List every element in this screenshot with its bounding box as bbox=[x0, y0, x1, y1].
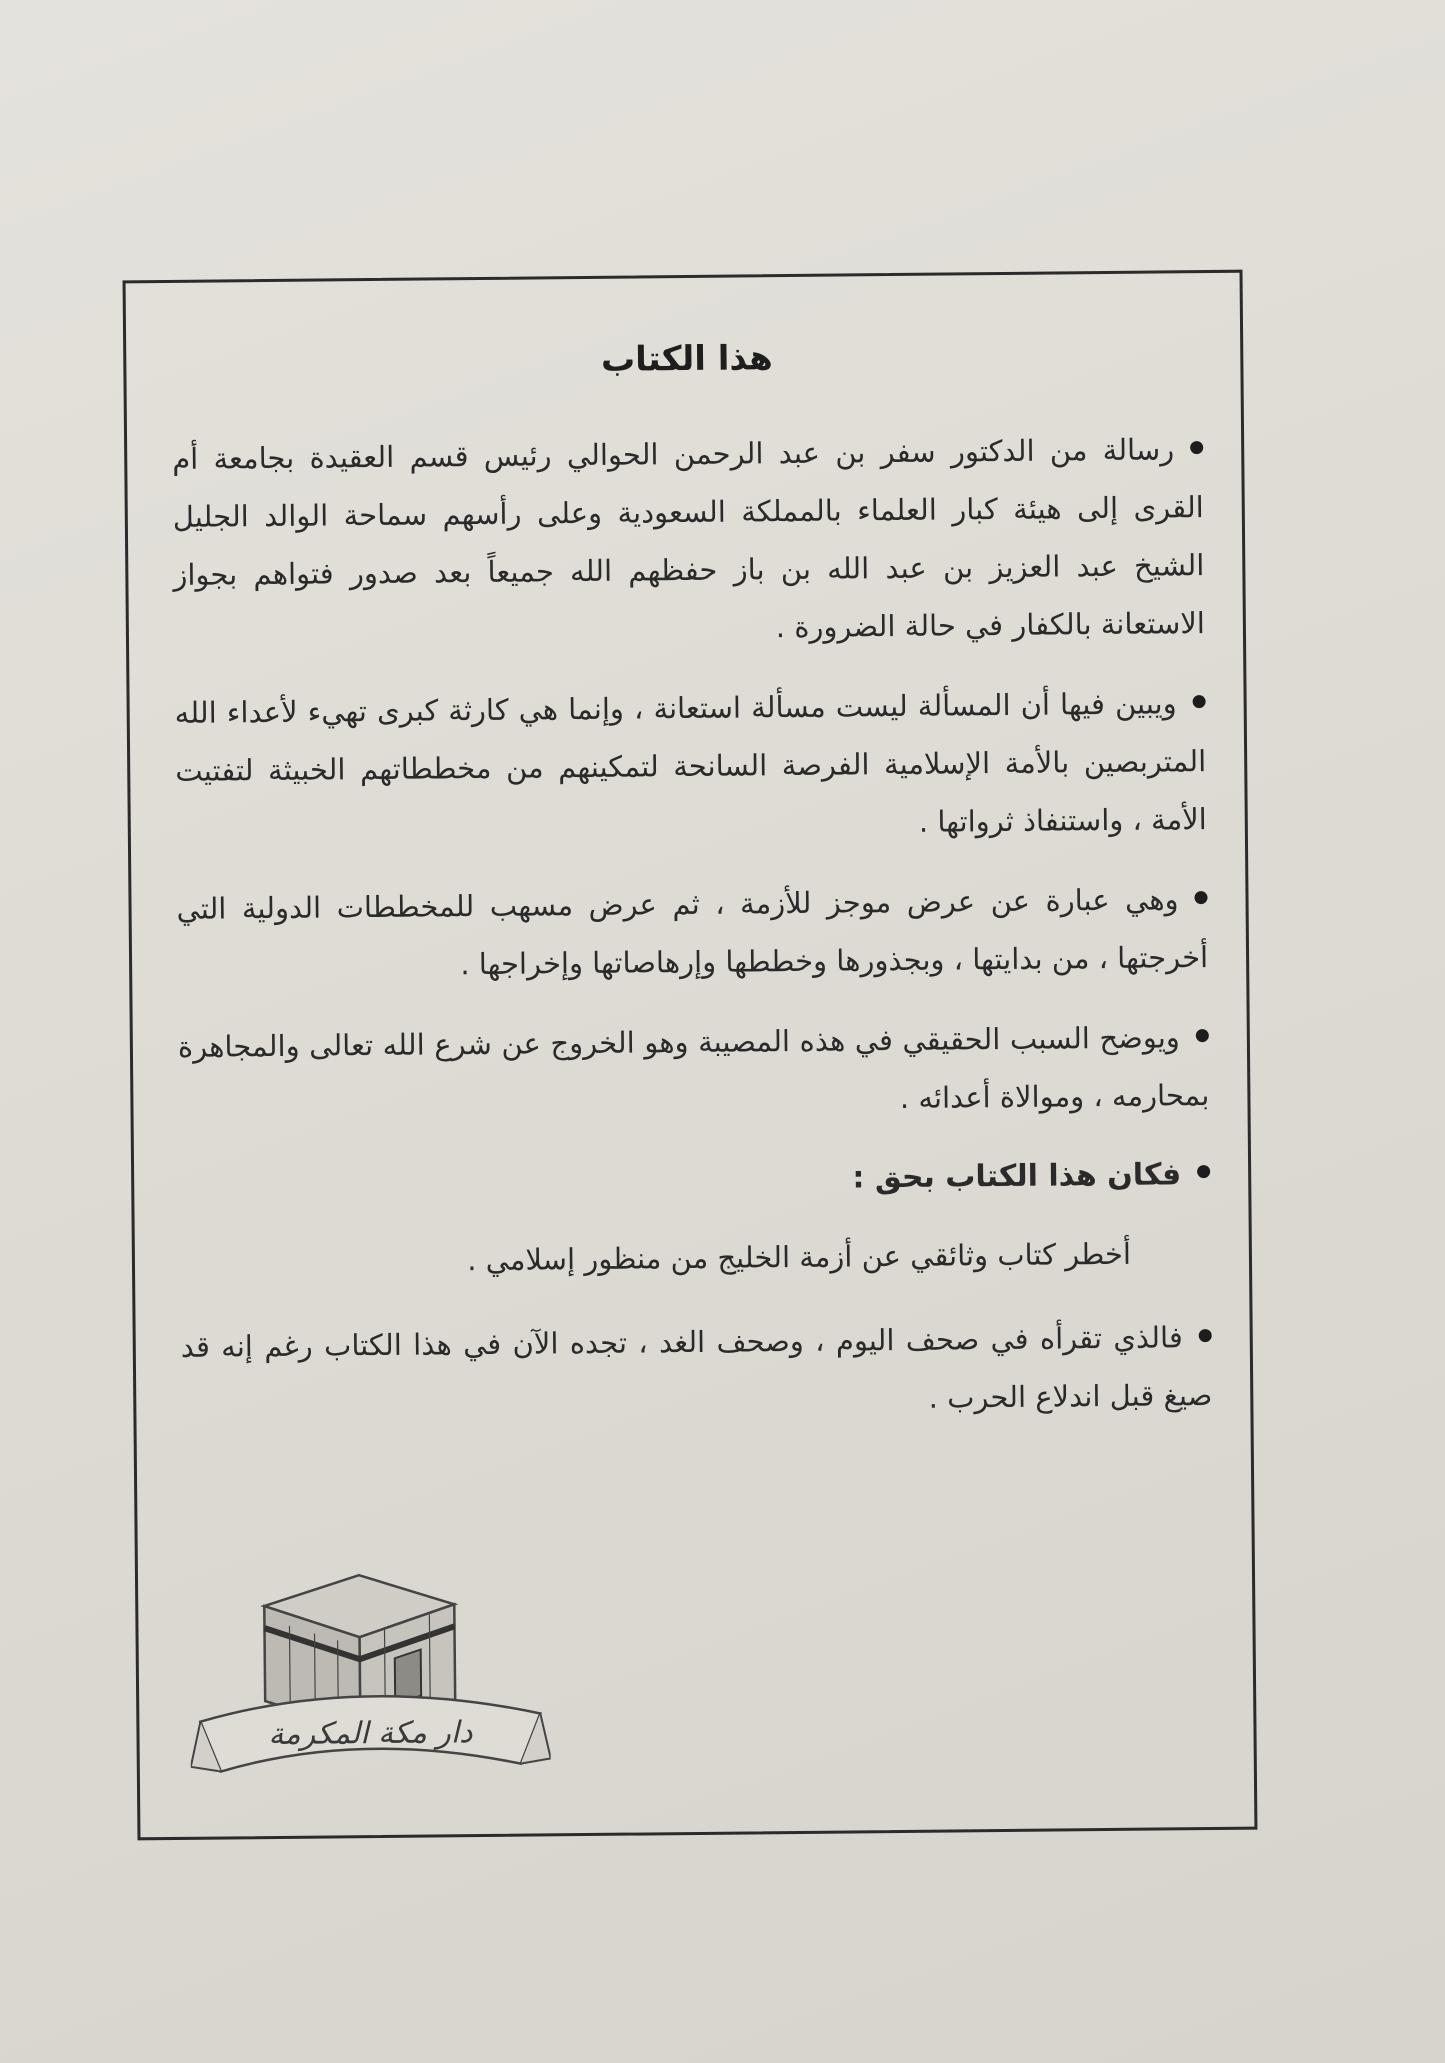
page-title: هذا الكتاب bbox=[600, 338, 773, 380]
paragraph-2-text: ويبين فيها أن المسألة ليست مسألة استعانة ، وإنما هي كارثة كبرى تهيء لأعداء الله المتربصين بالأمة الإسلامية الفرصة السانحة لتمكينهم من مخططاتهم الخبيثة لتفتيت الأمة ، واستنفاذ ثرواتها . bbox=[174, 686, 1207, 839]
highlight-quote: أخطر كتاب وثائقي عن أزمة الخليج من منظور إسلامي . bbox=[467, 1236, 1132, 1278]
paragraph-1-text: رسالة من الدكتور سفر بن عبد الرحمن الحوالي رئيس قسم العقيدة بجامعة أم القرى إلى هيئة كبار العلماء بالمملكة السعودية وعلى رأسهم سماحة الوالد الجليل الشيخ عبد العزيز بن عبد الله بن باز حفظهم الله جميعاً بعد صدور فتواهم بجواز الاستعانة بالكفار في حالة الضرورة . bbox=[172, 432, 1206, 645]
paragraph-3-text: وهي عبارة عن عرض موجز للأزمة ، ثم عرض مسهب للمخططات الدولية التي أخرجتها ، من بدايتها ، وبجذورها وخططها وإرهاصاتها وإخراجها . bbox=[176, 882, 1209, 982]
paragraph-3 bbox=[176, 870, 1208, 996]
bullet-icon bbox=[1196, 1029, 1209, 1042]
paragraph-5-text: فالذي تقرأه في صحف اليوم ، وصحف الغد ، تجده الآن في هذا الكتاب رغم إنه قد صيغ قبل اندلاع الحرب . bbox=[180, 1320, 1213, 1415]
bullet-icon bbox=[1197, 1165, 1210, 1178]
paragraph-4-text: ويوضح السبب الحقيقي في هذه المصيبة وهو الخروج عن شرع الله تعالى والمجاهرة بمحارمه ، وموالاة أعدائه . bbox=[177, 1020, 1210, 1115]
bullet-icon bbox=[1190, 441, 1203, 454]
paragraph-1 bbox=[172, 420, 1205, 662]
paragraph-5 bbox=[181, 1308, 1213, 1434]
bullet-icon bbox=[1199, 1329, 1212, 1342]
ribbon-icon bbox=[190, 1695, 551, 1772]
paragraph-2 bbox=[174, 674, 1207, 858]
publisher-logo bbox=[189, 1563, 551, 1796]
bullet-icon bbox=[1194, 891, 1207, 904]
back-cover-content bbox=[171, 318, 1216, 1797]
conclusion-heading bbox=[179, 1146, 1211, 1214]
back-cover-frame bbox=[123, 270, 1258, 1841]
publisher-name: دار مكة المكرمة bbox=[268, 1715, 473, 1753]
paragraph-4 bbox=[178, 1008, 1210, 1134]
bullet-icon bbox=[1193, 695, 1206, 708]
conclusion-text: فكان هذا الكتاب بحق : bbox=[852, 1157, 1182, 1196]
